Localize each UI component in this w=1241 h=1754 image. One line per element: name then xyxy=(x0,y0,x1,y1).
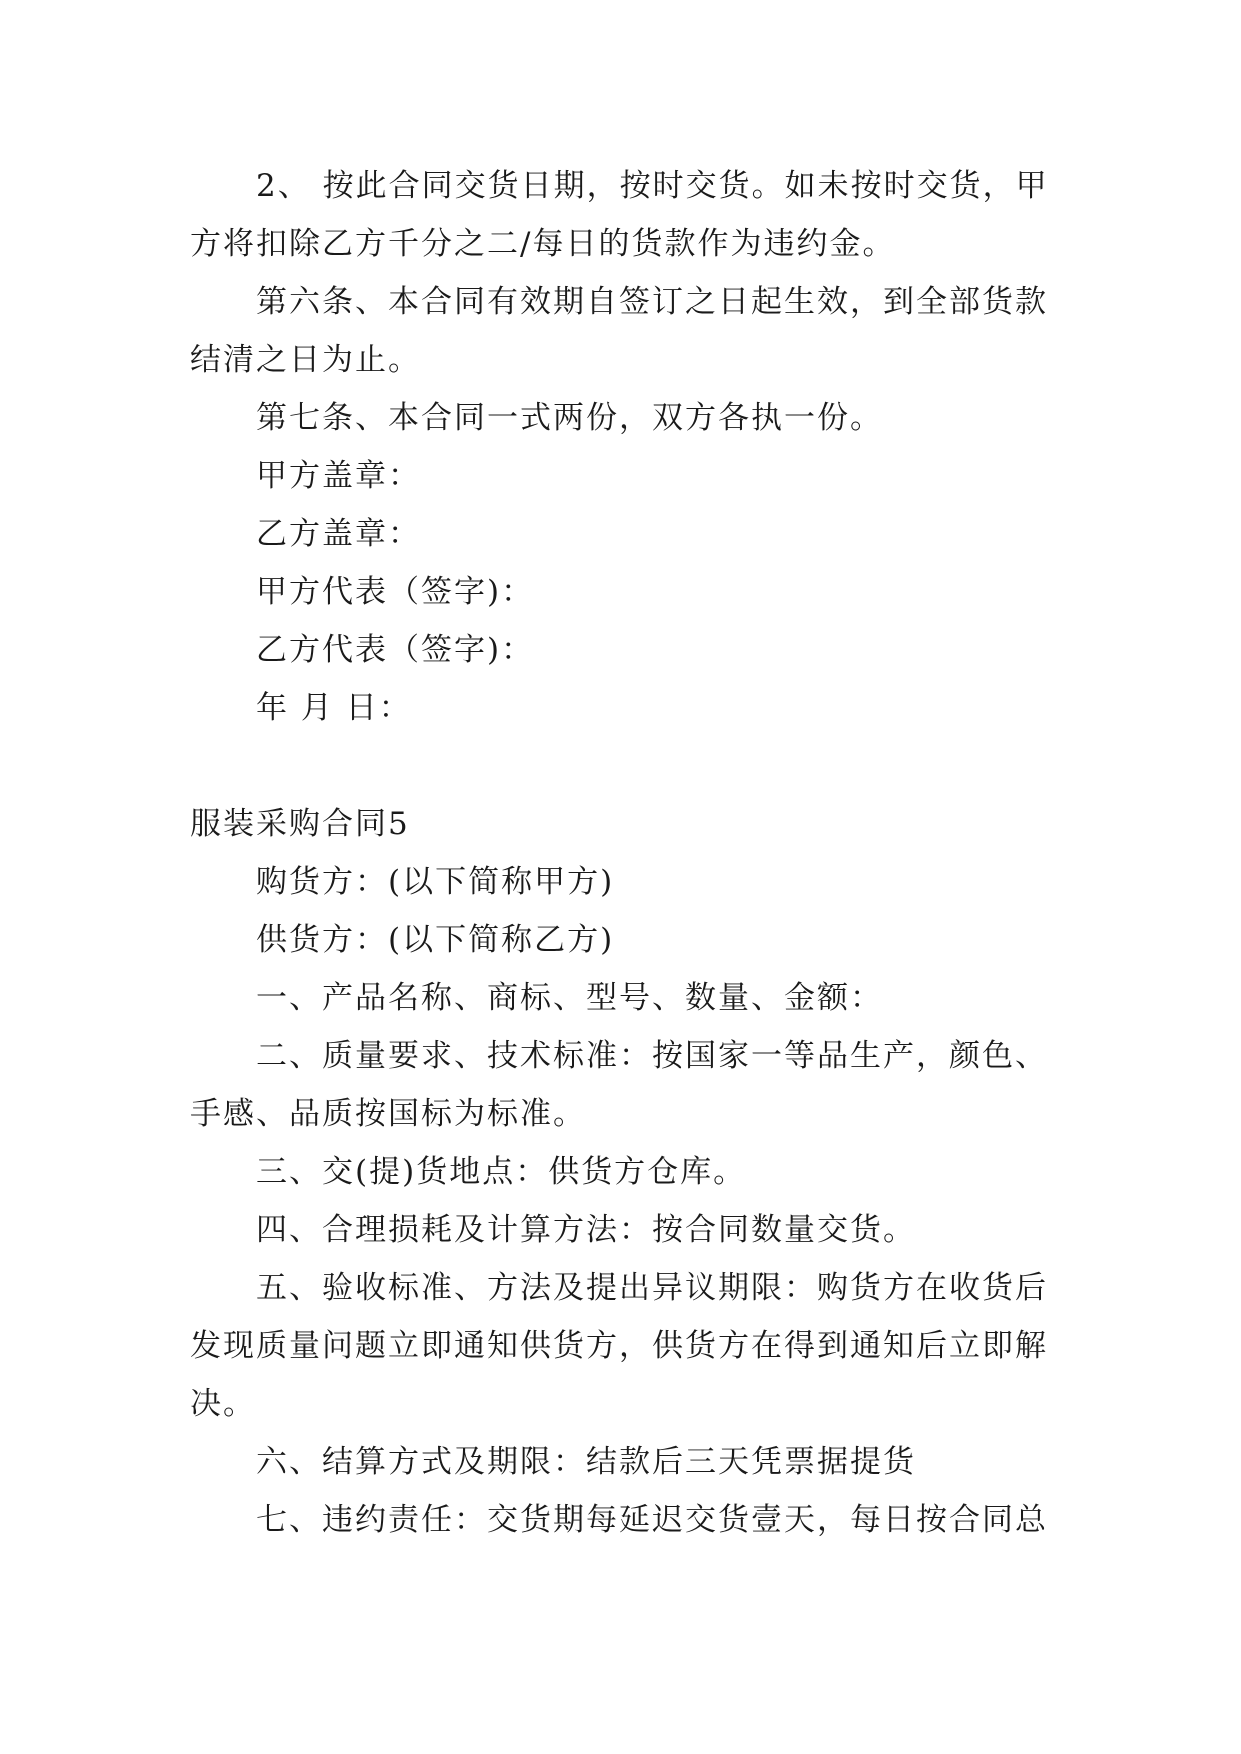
paragraph-line: 发现质量问题立即通知供货方，供货方在得到通知后立即解 xyxy=(190,1328,1048,1364)
signature-line-party-a-seal: 甲方盖章： xyxy=(256,458,421,494)
date-line: 年 月 日： xyxy=(256,690,412,726)
paragraph-line: 供货方：(以下简称乙方) xyxy=(256,922,615,958)
section-title: 服装采购合同5 xyxy=(190,806,410,842)
paragraph-line: 手感、品质按国标为标准。 xyxy=(190,1096,586,1132)
paragraph-line: 一、产品名称、商标、型号、数量、金额： xyxy=(256,980,883,1016)
paragraph-line: 2、 按此合同交货日期，按时交货。如未按时交货，甲 xyxy=(256,168,1049,204)
paragraph-line: 七、违约责任：交货期每延迟交货壹天，每日按合同总 xyxy=(256,1502,1048,1538)
paragraph-line: 第六条、本合同有效期自签订之日起生效，到全部货款 xyxy=(256,284,1048,320)
signature-line-party-a-rep: 甲方代表（签字)： xyxy=(256,574,535,610)
paragraph-line: 第七条、本合同一式两份，双方各执一份。 xyxy=(256,400,883,436)
paragraph-line: 四、合理损耗及计算方法：按合同数量交货。 xyxy=(256,1212,916,1248)
paragraph-line: 五、验收标准、方法及提出异议期限：购货方在收货后 xyxy=(256,1270,1048,1306)
paragraph-line: 二、质量要求、技术标准：按国家一等品生产，颜色、 xyxy=(256,1038,1048,1074)
paragraph-line: 决。 xyxy=(190,1386,256,1422)
signature-line-party-b-seal: 乙方盖章： xyxy=(256,516,421,552)
signature-line-party-b-rep: 乙方代表（签字)： xyxy=(256,632,535,668)
paragraph-line: 三、交(提)货地点：供货方仓库。 xyxy=(256,1154,747,1190)
paragraph-line: 结清之日为止。 xyxy=(190,342,421,378)
paragraph-line: 六、结算方式及期限：结款后三天凭票据提货 xyxy=(256,1444,916,1480)
paragraph-line: 购货方：(以下简称甲方) xyxy=(256,864,615,900)
paragraph-line: 方将扣除乙方千分之二/每日的货款作为违约金。 xyxy=(190,226,896,262)
